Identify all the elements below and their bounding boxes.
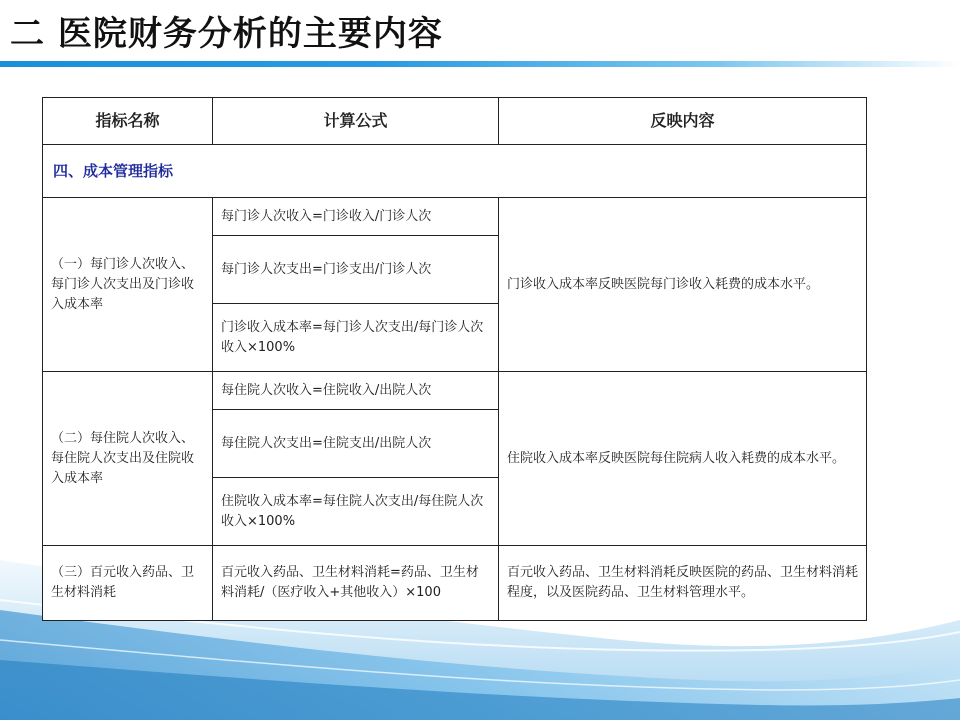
page-title: 二 医院财务分析的主要内容	[10, 14, 443, 54]
indicator-name-cell: （三）百元收入药品、卫生材料消耗	[43, 546, 213, 621]
indicator-table	[42, 97, 867, 621]
formula-cell: 每门诊人次支出=门诊支出/门诊人次	[213, 236, 499, 304]
content-cell: 百元收入药品、卫生材料消耗反映医院的药品、卫生材料消耗程度，以及医院药品、卫生材料管理水平。	[499, 546, 867, 621]
table-row	[43, 546, 867, 621]
table-row	[43, 198, 867, 236]
section-row	[43, 145, 867, 198]
formula-cell: 每住院人次收入=住院收入/出院人次	[213, 372, 499, 410]
table-row	[43, 372, 867, 410]
formula-cell: 每门诊人次收入=门诊收入/门诊人次	[213, 198, 499, 236]
header-row	[43, 98, 867, 145]
content-cell: 门诊收入成本率反映医院每门诊收入耗费的成本水平。	[499, 198, 867, 372]
header-content: 反映内容	[499, 98, 867, 145]
formula-cell: 百元收入药品、卫生材料消耗=药品、卫生材料消耗/（医疗收入+其他收入）×100	[213, 546, 499, 621]
indicator-table-container	[42, 97, 867, 621]
formula-cell: 每住院人次支出=住院支出/出院人次	[213, 410, 499, 478]
header-formula: 计算公式	[213, 98, 499, 145]
section-title: 四、成本管理指标	[43, 145, 867, 198]
content-cell: 住院收入成本率反映医院每住院病人收入耗费的成本水平。	[499, 372, 867, 546]
indicator-name-cell: （二）每住院人次收入、每住院人次支出及住院收入成本率	[43, 372, 213, 546]
formula-cell: 住院收入成本率=每住院人次支出/每住院人次收入×100%	[213, 478, 499, 546]
header-indicator-name: 指标名称	[43, 98, 213, 145]
formula-cell: 门诊收入成本率=每门诊人次支出/每门诊人次收入×100%	[213, 304, 499, 372]
title-underline-bar	[0, 61, 960, 67]
indicator-name-cell: （一）每门诊人次收入、每门诊人次支出及门诊收入成本率	[43, 198, 213, 372]
